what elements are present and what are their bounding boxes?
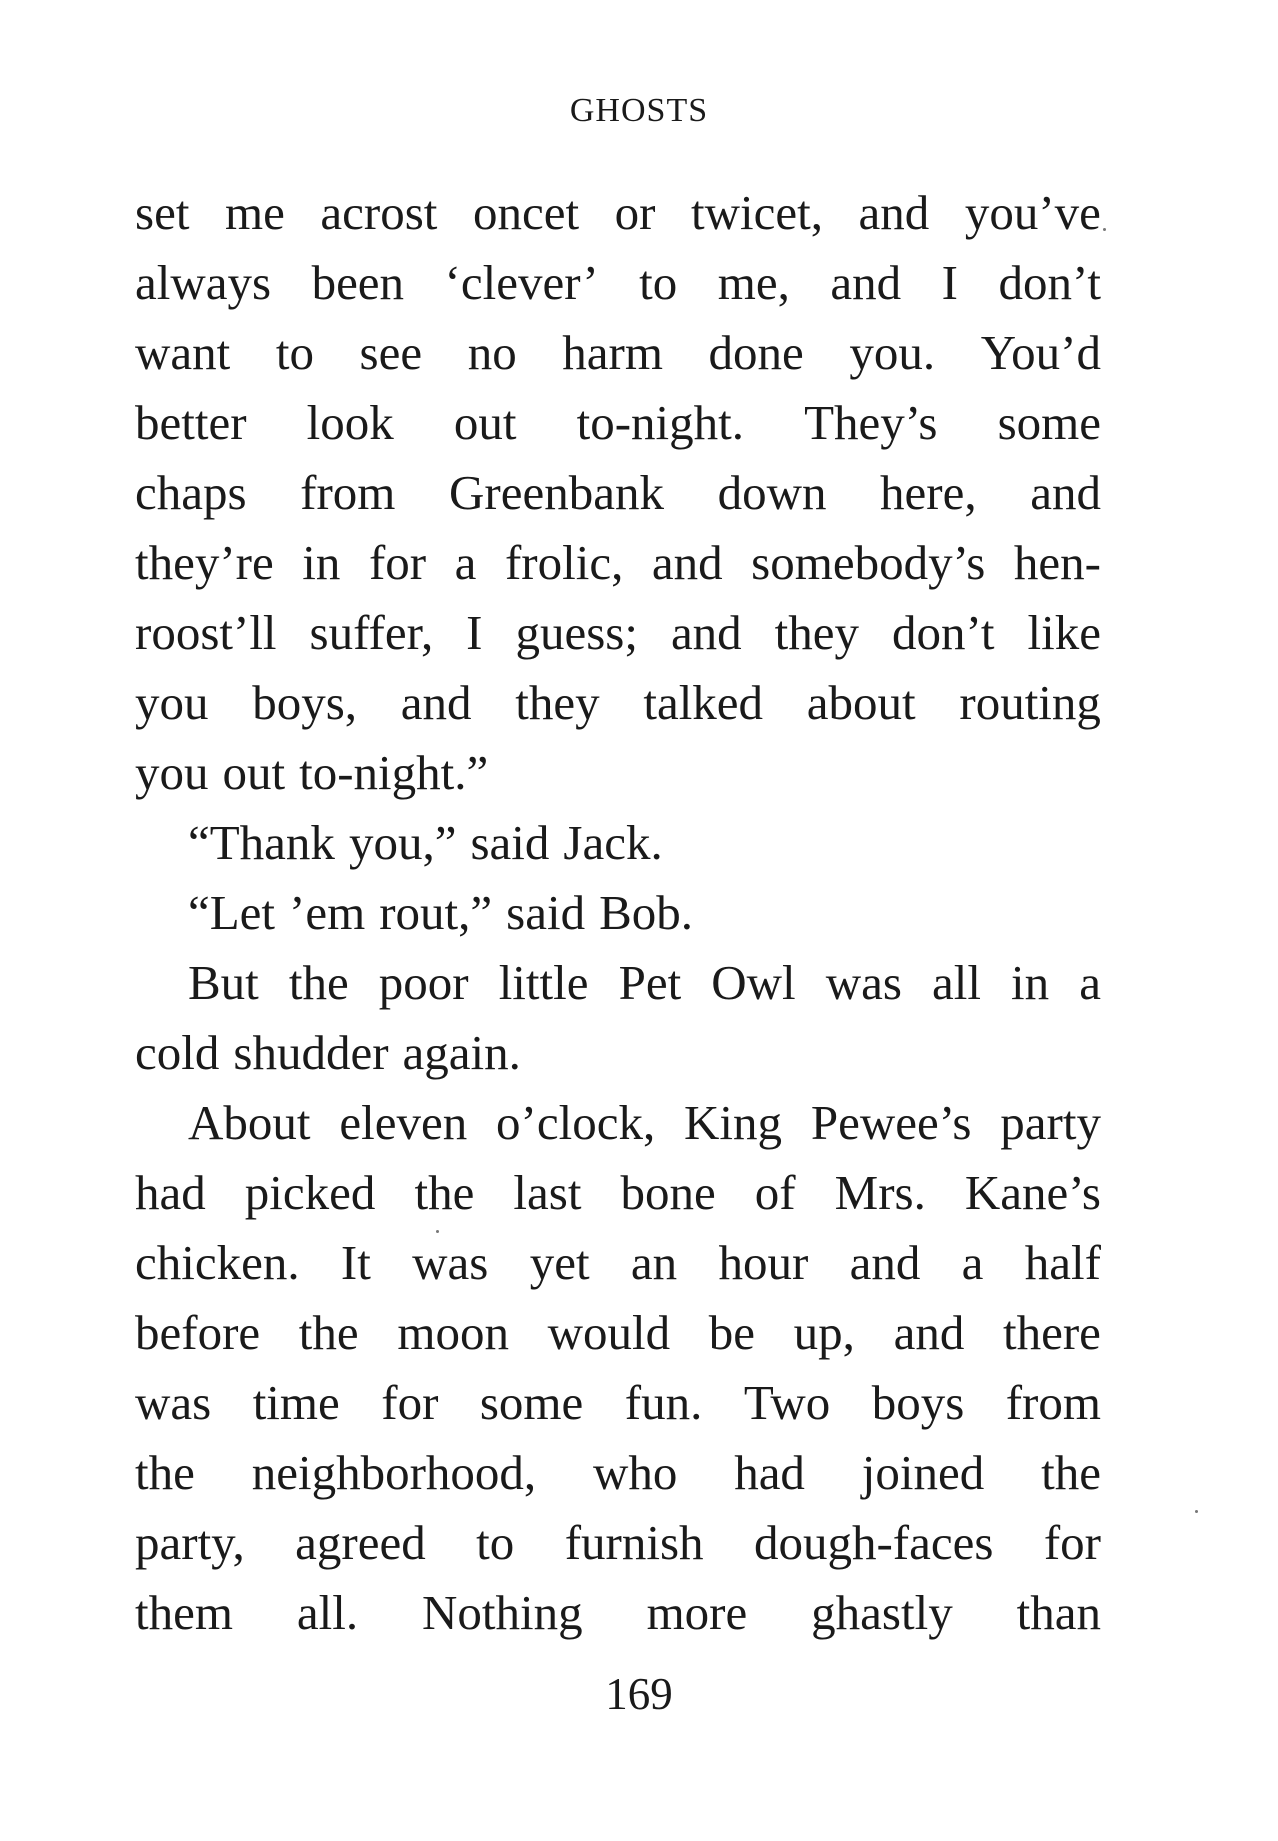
word: all.: [296, 1585, 359, 1640]
word: and: [670, 605, 742, 660]
word: an: [630, 1235, 678, 1290]
text-line: [135, 1088, 1101, 1158]
word: ’em: [289, 885, 366, 940]
word: moon: [397, 1305, 509, 1360]
word: see: [359, 325, 423, 380]
word: joined: [861, 1445, 985, 1500]
word: and: [858, 185, 930, 240]
word: than: [1016, 1585, 1101, 1640]
text-line: [135, 878, 1101, 948]
word: better: [135, 395, 247, 450]
word: before: [135, 1305, 261, 1360]
word: boys: [871, 1375, 965, 1430]
word: me: [224, 185, 285, 240]
word: roost’ll: [135, 605, 277, 660]
word: all: [932, 955, 981, 1010]
word: boys,: [252, 675, 358, 730]
word: yet: [529, 1235, 590, 1290]
word: me,: [717, 255, 790, 310]
text-line: [135, 1368, 1101, 1438]
word: furnish: [564, 1515, 704, 1570]
word: was: [135, 1375, 212, 1430]
word: talked: [643, 675, 764, 730]
text-line: [135, 1298, 1101, 1368]
word: You’d: [980, 325, 1101, 380]
word: you: [135, 675, 209, 730]
word: rout,”: [379, 885, 493, 940]
word: and: [849, 1235, 921, 1290]
word: Pewee’s: [810, 1095, 972, 1150]
running-head: GHOSTS: [569, 92, 709, 129]
word: you’ve: [964, 185, 1101, 240]
word: chaps: [135, 465, 247, 520]
body-text: [135, 178, 1101, 1648]
text-line: [135, 388, 1101, 458]
text-line: [135, 808, 1101, 878]
word: always: [135, 255, 272, 310]
word: frolic,: [504, 535, 624, 590]
word: from: [300, 465, 396, 520]
word: they: [774, 605, 860, 660]
word: from: [1005, 1375, 1101, 1430]
word: I: [466, 605, 483, 660]
text-line: [135, 1508, 1101, 1578]
word: to: [639, 255, 678, 310]
word: be: [708, 1305, 756, 1360]
word: little: [498, 955, 589, 1010]
word: no: [467, 325, 517, 380]
word: time: [252, 1375, 340, 1430]
word: Nothing: [422, 1585, 583, 1640]
text-line: [135, 668, 1101, 738]
word: and: [1030, 465, 1101, 520]
page-number: 169: [605, 1669, 673, 1719]
text-line: [135, 318, 1101, 388]
word: about: [806, 675, 916, 730]
word: out: [453, 395, 517, 450]
word: party,: [135, 1515, 245, 1570]
word: and: [830, 255, 902, 310]
word: was: [412, 1235, 489, 1290]
word: and: [651, 535, 723, 590]
text-line: [135, 528, 1101, 598]
word: guess;: [515, 605, 638, 660]
word: eleven: [339, 1095, 468, 1150]
word: set: [135, 185, 190, 240]
word: done: [708, 325, 804, 380]
word: They’s: [804, 395, 938, 450]
word: Jack.: [563, 815, 663, 870]
word: a: [961, 1235, 984, 1290]
scan-speck: [1103, 228, 1106, 231]
word: Greenbank: [449, 465, 664, 520]
word: agreed: [295, 1515, 426, 1570]
word: and: [400, 675, 472, 730]
word: the: [414, 1165, 475, 1220]
word: Bob.: [599, 885, 694, 940]
word: Mrs.: [834, 1165, 926, 1220]
word: somebody’s: [751, 535, 986, 590]
word: the: [1041, 1445, 1101, 1500]
word: routing: [959, 675, 1101, 730]
word: more: [646, 1585, 748, 1640]
word: was: [825, 955, 902, 1010]
word: been: [311, 255, 405, 310]
word: chicken.: [135, 1235, 300, 1290]
word: ‘clever’: [444, 255, 599, 310]
word: a: [454, 535, 477, 590]
word: the: [288, 955, 349, 1010]
word: cold: [135, 1025, 220, 1080]
scan-speck: [1195, 1510, 1198, 1513]
word: would: [547, 1305, 671, 1360]
word: had: [135, 1165, 206, 1220]
word: they’re: [135, 535, 274, 590]
word: “Thank: [188, 815, 335, 870]
text-line: [135, 1578, 1101, 1648]
word: you: [135, 745, 209, 800]
word: About: [188, 1095, 311, 1150]
word: acrost: [320, 185, 438, 240]
word: there: [1002, 1305, 1101, 1360]
word: “Let: [188, 885, 276, 940]
word: dough-faces: [753, 1515, 994, 1570]
word: like: [1027, 605, 1101, 660]
word: some: [997, 395, 1101, 450]
text-line: [135, 1228, 1101, 1298]
word: the: [135, 1445, 195, 1500]
text-line: [135, 458, 1101, 528]
word: to: [476, 1515, 515, 1570]
word: said: [470, 815, 550, 870]
text-line: [135, 1158, 1101, 1228]
text-line: [135, 598, 1101, 668]
word: for: [381, 1375, 439, 1430]
word: want: [135, 325, 231, 380]
word: in: [1011, 955, 1050, 1010]
scan-speck: [436, 1230, 439, 1233]
word: last: [513, 1165, 582, 1220]
word: to: [275, 325, 314, 380]
word: said: [506, 885, 586, 940]
word: some: [479, 1375, 584, 1430]
word: neighborhood,: [251, 1445, 537, 1500]
word: poor: [378, 955, 469, 1010]
word: It: [340, 1235, 371, 1290]
word: they: [515, 675, 600, 730]
word: down: [717, 465, 827, 520]
word: harm: [562, 325, 663, 380]
word: don’t: [892, 605, 995, 660]
word: here,: [880, 465, 977, 520]
word: fun.: [624, 1375, 703, 1430]
word: you.: [849, 325, 936, 380]
word: hen-: [1013, 535, 1101, 590]
word: and: [893, 1305, 965, 1360]
word: you,”: [348, 815, 457, 870]
word: shudder: [233, 1025, 389, 1080]
word: ghastly: [811, 1585, 953, 1640]
text-line: [135, 738, 1101, 808]
word: oncet: [472, 185, 580, 240]
word: for: [368, 535, 427, 590]
text-line: [135, 248, 1101, 318]
word: for: [1043, 1515, 1101, 1570]
word: twicet,: [691, 185, 823, 240]
word: party: [1000, 1095, 1101, 1150]
word: the: [298, 1305, 359, 1360]
word: out: [222, 745, 286, 800]
word: I: [941, 255, 958, 310]
word: Kane’s: [964, 1165, 1101, 1220]
word: King: [684, 1095, 783, 1150]
word: Owl: [711, 955, 796, 1010]
word: half: [1024, 1235, 1101, 1290]
text-line: [135, 1438, 1101, 1508]
word: But: [188, 955, 259, 1010]
word: Pet: [618, 955, 682, 1010]
word: hour: [718, 1235, 809, 1290]
text-line: [135, 948, 1101, 1018]
word: had: [734, 1445, 805, 1500]
text-line: [135, 1018, 1101, 1088]
word: to-night.: [576, 395, 744, 450]
word: o’clock,: [496, 1095, 656, 1150]
word: them: [135, 1585, 233, 1640]
word: look: [306, 395, 394, 450]
word: of: [754, 1165, 796, 1220]
word: bone: [620, 1165, 716, 1220]
word: or: [614, 185, 656, 240]
word: again.: [402, 1025, 521, 1080]
text-line: [135, 178, 1101, 248]
word: a: [1079, 955, 1101, 1010]
word: suffer,: [309, 605, 434, 660]
word: in: [302, 535, 341, 590]
word: Two: [743, 1375, 831, 1430]
word: to-night.”: [299, 745, 489, 800]
word: who: [592, 1445, 678, 1500]
word: don’t: [998, 255, 1101, 310]
word: picked: [244, 1165, 376, 1220]
word: up,: [793, 1305, 855, 1360]
